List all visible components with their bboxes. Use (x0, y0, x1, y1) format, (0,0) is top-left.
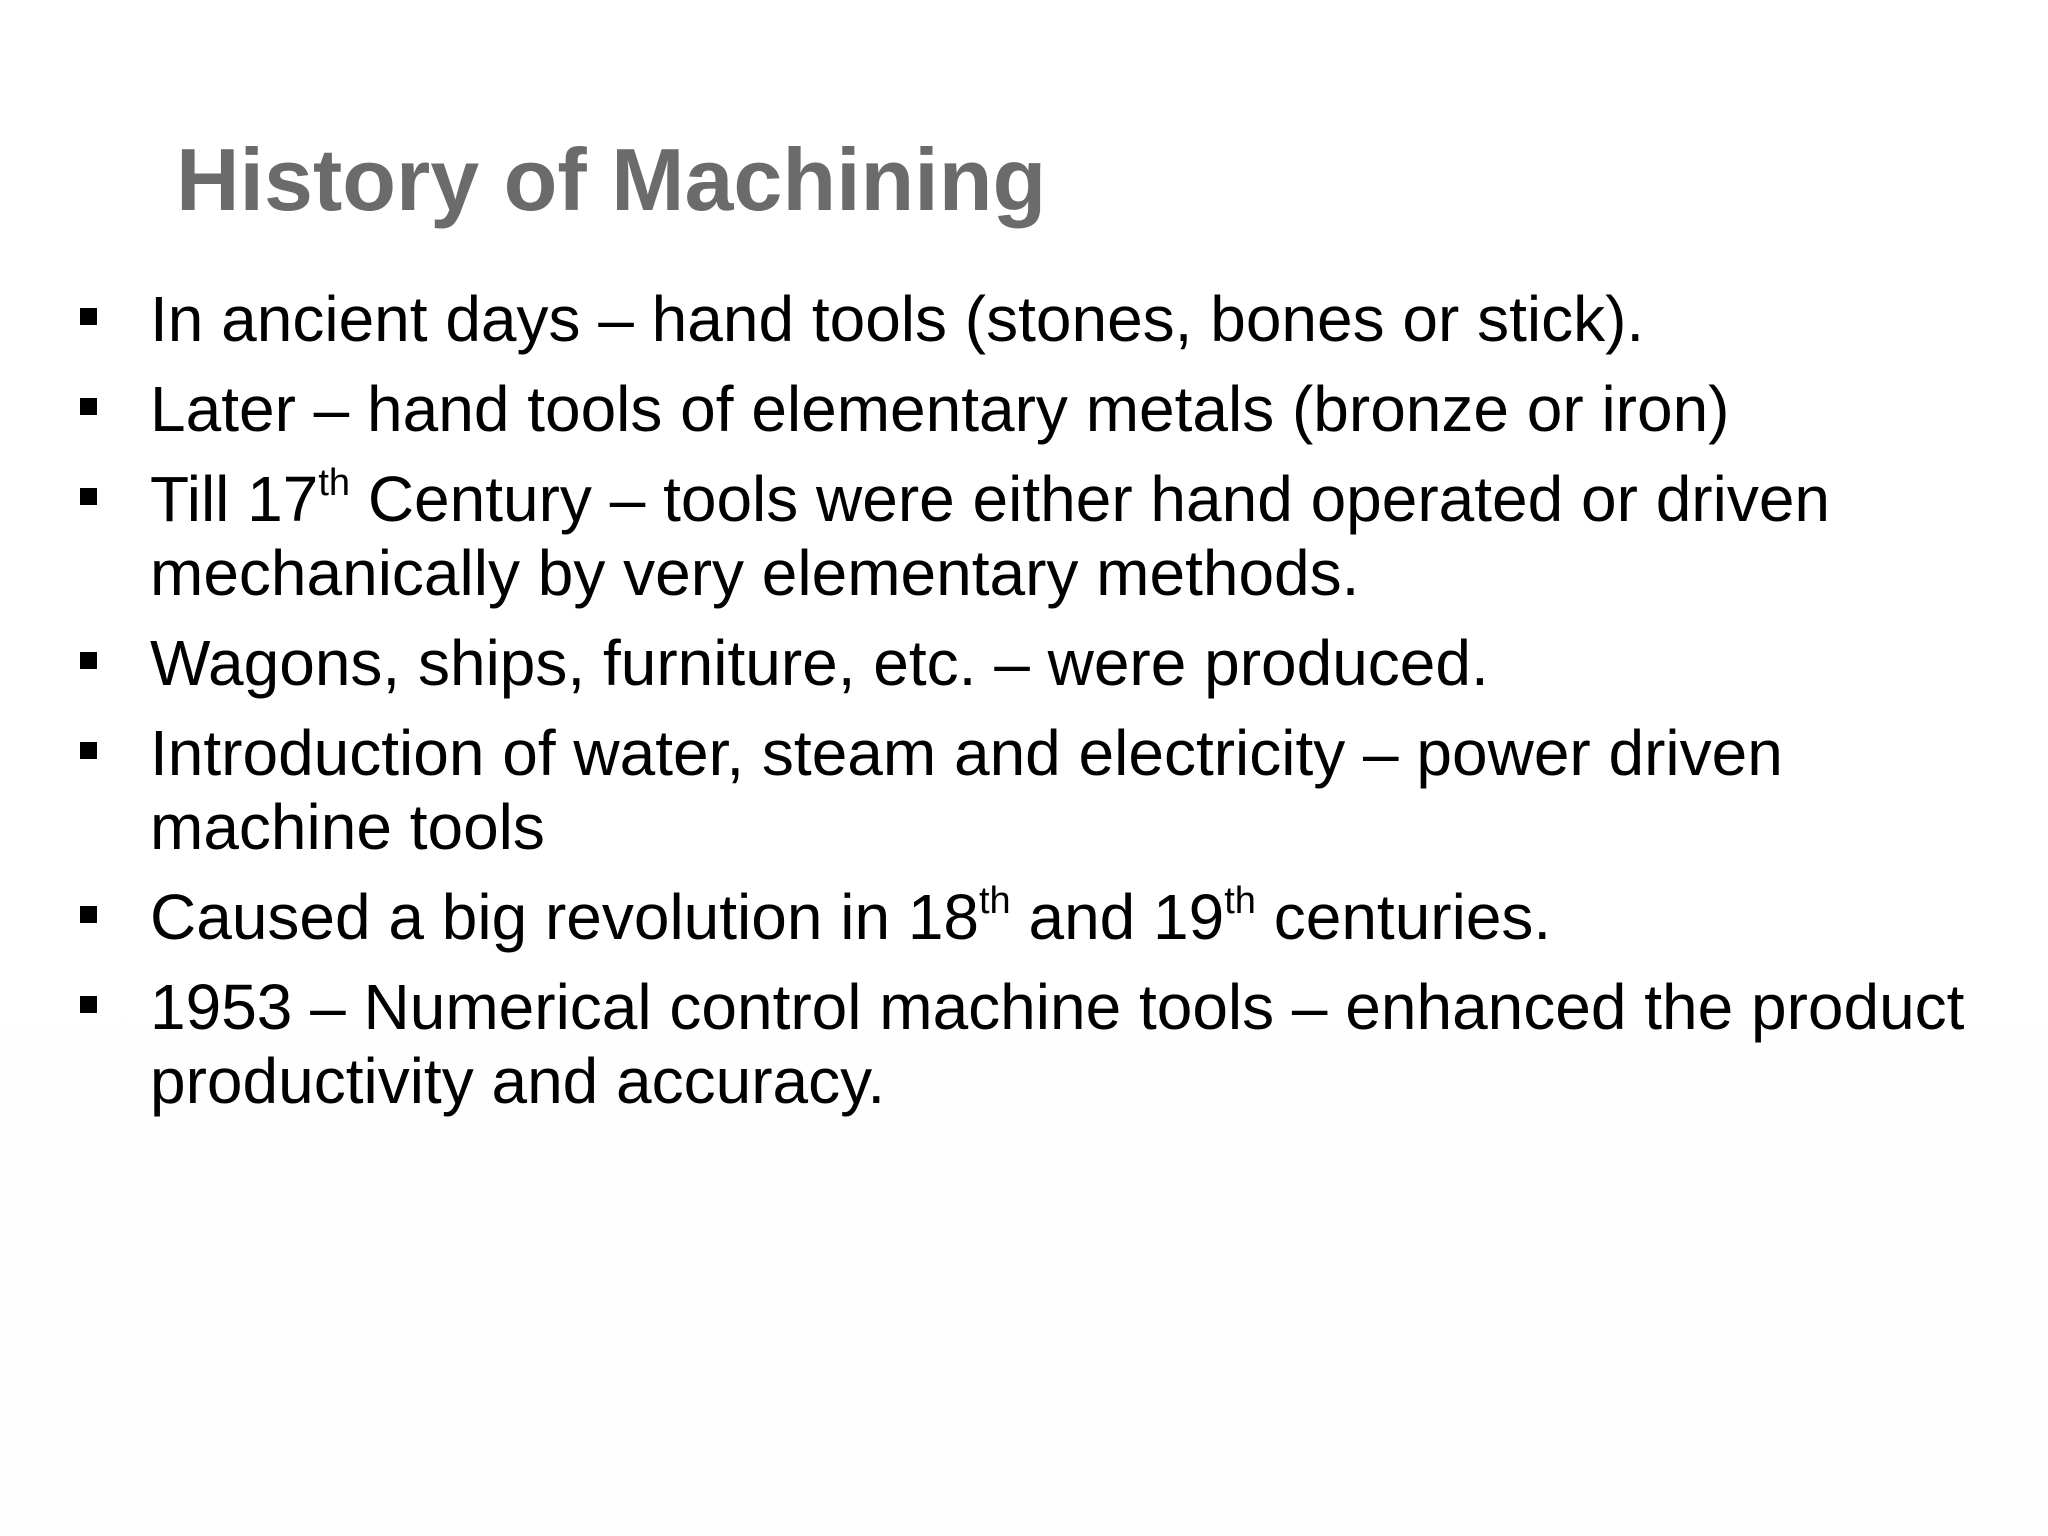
square-bullet-icon (80, 906, 97, 923)
bullet-text: Later – hand tools of elementary metals (bronze or iron) (150, 373, 1730, 445)
square-bullet-icon (80, 742, 97, 759)
bullet-item (76, 626, 2006, 700)
square-bullet-icon (80, 652, 97, 669)
bullet-text: In ancient days – hand tools (stones, bones or stick). (150, 283, 1645, 355)
ordinal-suffix: th (1224, 879, 1256, 922)
square-bullet-icon (80, 398, 97, 415)
square-bullet-icon (80, 996, 97, 1013)
bullet-list (76, 282, 2006, 1134)
bullet-text: Introduction of water, steam and electricity – power driven machine tools (150, 717, 1783, 863)
bullet-text-part: Caused a big revolution in 18 (150, 881, 979, 953)
slide-title: History of Machining (176, 130, 1047, 229)
bullet-item (76, 970, 2006, 1118)
bullet-item (76, 372, 2006, 446)
bullet-item (76, 716, 2006, 864)
bullet-text-part: and 19 (1010, 881, 1225, 953)
bullet-text-part: centuries. (1255, 881, 1552, 953)
square-bullet-icon (80, 308, 97, 325)
bullet-text: Wagons, ships, furniture, etc. – were produced. (150, 627, 1489, 699)
bullet-text: 1953 – Numerical control machine tools – enhanced the product productivity and accuracy. (150, 971, 1965, 1117)
bullet-text (150, 881, 1551, 953)
ordinal-suffix: th (979, 879, 1011, 922)
bullet-text (150, 463, 1830, 609)
bullet-text-part: Till 17 (150, 463, 319, 535)
square-bullet-icon (80, 488, 97, 505)
bullet-item (76, 462, 2006, 610)
bullet-item (76, 282, 2006, 356)
bullet-item (76, 880, 2006, 954)
bullet-text-part: Century – tools were either hand operated or driven mechanically by very elementary methods. (150, 463, 1831, 609)
ordinal-suffix: th (318, 461, 351, 504)
